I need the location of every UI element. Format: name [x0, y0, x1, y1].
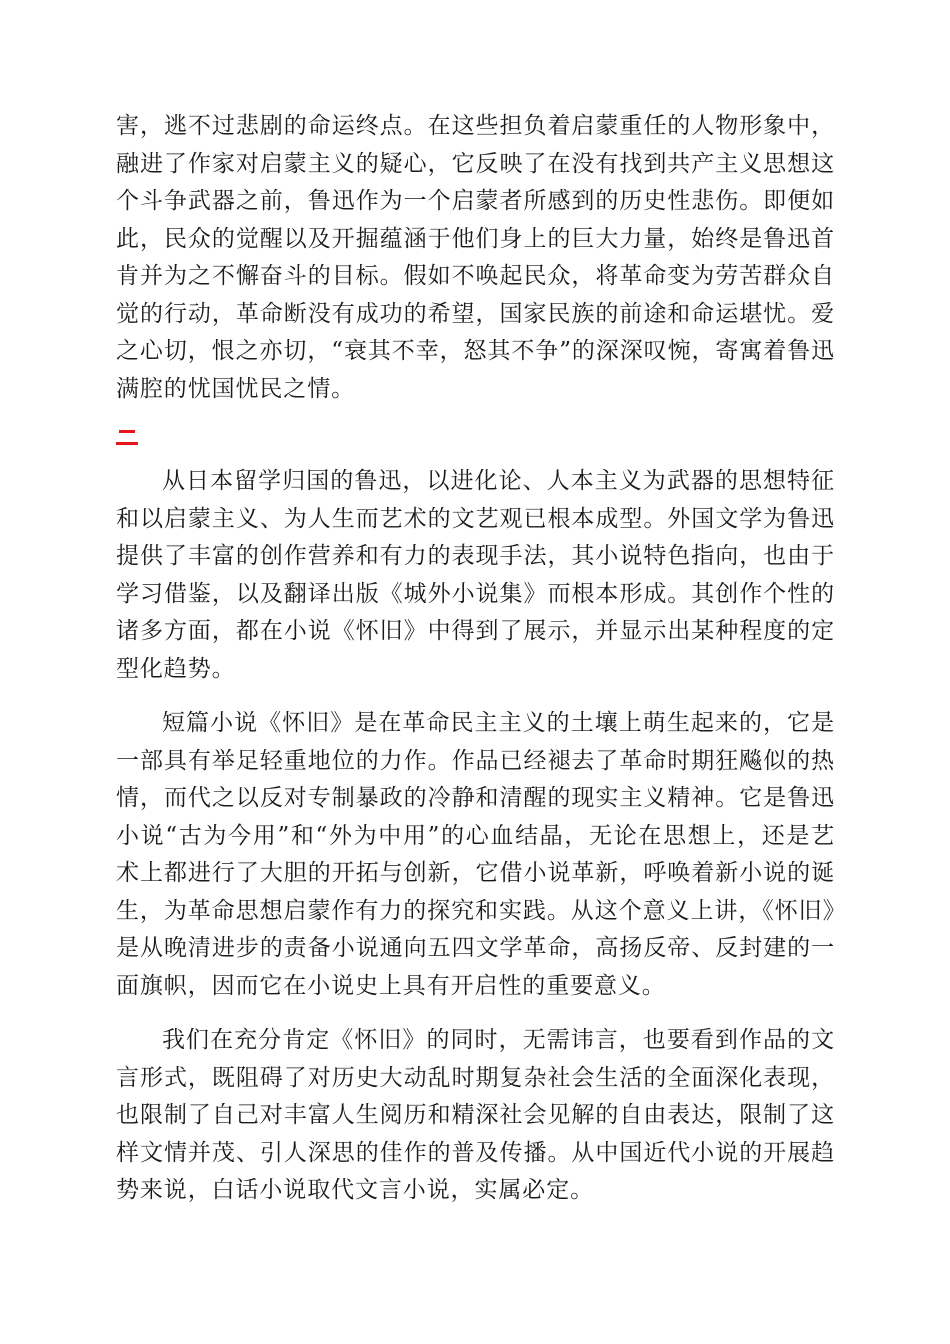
document-page [116, 108, 835, 1210]
paragraph-continued: 害，逃不过悲剧的命运终点。在这些担负着启蒙重任的人物形象中，融进了作家对启蒙主义的疑心，它反映了在没有找到共产主义思想这个斗争武器之前，鲁迅作为一个启蒙者所感到的历史性悲伤。即便如此，民众的觉醒以及开掘蕴涵于他们身上的巨大力量，始终是鲁迅首肯并为之不懈奋斗的目标。假如不唤起民众，将革命变为劳苦群众自觉的行动，革命断没有成功的希望，国家民族的前途和命运堪忧。爱之心切，恨之亦切，“衰其不幸，怒其不争”的深深叹惋，寄寓着鲁迅满腔的忧国忧民之情。 [116, 113, 835, 402]
paragraph-2: 短篇小说《怀旧》是在革命民主主义的土壤上萌生起来的，它是一部具有举足轻重地位的力作。作品已经褪去了革命时期狂飚似的热情，而代之以反对专制暴政的冷静和清醒的现实主义精神。它是鲁迅小说“古为今用”和“外为中用”的心血结晶，无论在思想上，还是艺术上都进行了大胆的开拓与创新，它借小说革新，呼唤着新小说的诞生，为革命思想启蒙作有力的探究和实践。从这个意义上讲，《怀旧》是从晚清进步的责备小说通向五四文学革命，高扬反帝、反封建的一面旗帜，因而它在小说史上具有开启性的重要意义。 [116, 710, 835, 999]
section-marker-stroke-bottom [116, 442, 138, 445]
section-marker-label [116, 426, 117, 427]
section-number-marker [116, 426, 138, 447]
paragraph-3: 我们在充分肯定《怀旧》的同时，无需讳言，也要看到作品的文言形式，既阻碍了对历史大动乱时期复杂社会生活的全面深化表现，也限制了自己对丰富人生阅历和精深社会见解的自由表达，限制了这样文情并茂、引人深思的佳作的普及传播。从中国近代小说的开展趋势来说，白话小说取代文言小说，实属必定。 [116, 1027, 835, 1203]
paragraph-1: 从日本留学归国的鲁迅，以进化论、人本主义为武器的思想特征和以启蒙主义、为人生而艺术的文艺观已根本成型。外国文学为鲁迅提供了丰富的创作营养和有力的表现手法，其小说特色指向，也由于学习借鉴，以及翻译出版《城外小说集》而根本形成。其创作个性的诸多方面，都在小说《怀旧》中得到了展示，并显示出某种程度的定型化趋势。 [116, 468, 835, 682]
section-marker-stroke-top [119, 430, 135, 433]
